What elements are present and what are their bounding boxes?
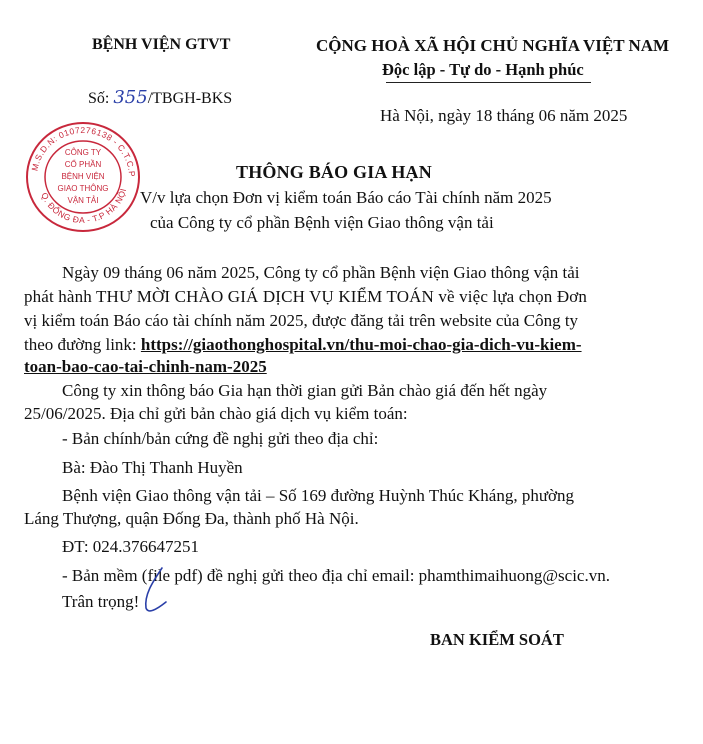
organization-name: BỆNH VIỆN GTVT bbox=[92, 36, 231, 53]
phone-number: ĐT: 024.376647251 bbox=[62, 537, 200, 556]
recipient-name: Bà: Đào Thị Thanh Huyền bbox=[62, 458, 243, 477]
paragraph-1-line-2: phát hành THƯ MỜI CHÀO GIÁ DỊCH VỤ KIỂM TOÁN về việc lựa chọn Đơn bbox=[24, 287, 588, 306]
website-link-part-1[interactable]: https://giaothonghospital.vn/thu-moi-chao-gia-dich-vu-kiem- bbox=[140, 335, 582, 354]
closing-greeting: Trân trọng! bbox=[62, 592, 140, 611]
subject-line-2: của Công ty cổ phần Bệnh viện Giao thông vận tải bbox=[150, 213, 494, 232]
subject-line-1: V/v lựa chọn Đơn vị kiểm toán Báo cáo Tài chính năm 2025 bbox=[140, 188, 552, 207]
place-and-date: Hà Nội, ngày 18 tháng 06 năm 2025 bbox=[380, 106, 628, 125]
paragraph-2-line-1: Công ty xin thông báo Gia hạn thời gian gửi Bản chào giá đến hết ngày bbox=[62, 381, 548, 400]
seal-line-4: GIAO THÔNG bbox=[57, 184, 109, 193]
paragraph-2-line-2: 25/06/2025. Địa chỉ gửi bản chào giá dịch vụ kiểm toán: bbox=[24, 404, 408, 423]
seal-line-3: BỆNH VIỆN bbox=[61, 172, 105, 181]
doc-number-prefix: Số: bbox=[88, 90, 110, 107]
address-line-1: Bệnh viện Giao thông vận tải – Số 169 đường Huỳnh Thúc Kháng, phường bbox=[62, 486, 575, 505]
paragraph-1-line-1: Ngày 09 tháng 06 năm 2025, Công ty cổ phần Bệnh viện Giao thông vận tải bbox=[62, 263, 580, 282]
seal-ring-text: M.S.D.N: 0107276138 - C.T.C.P bbox=[29, 125, 138, 178]
national-title: CỘNG HOÀ XÃ HỘI CHỦ NGHĨA VIỆT NAM bbox=[316, 36, 670, 55]
link-prefix: theo đường link: bbox=[24, 335, 137, 354]
paragraph-1-line-3: vị kiểm toán Báo cáo tài chính năm 2025, được đăng tải trên website của Công ty bbox=[24, 311, 579, 330]
company-seal bbox=[23, 119, 143, 234]
doc-number-suffix: /TBGH-BKS bbox=[147, 90, 233, 107]
hard-copy-instruction: - Bản chính/bản cứng đề nghị gửi theo địa chỉ: bbox=[62, 429, 379, 448]
paragraph-1-line-4 bbox=[24, 335, 582, 355]
address-line-2: Láng Thượng, quận Đống Đa, thành phố Hà Nội. bbox=[24, 509, 359, 528]
seal-line-5: VẬN TẢI bbox=[67, 196, 99, 205]
website-link-part-2[interactable]: toan-bao-cao-tai-chinh-nam-2025 bbox=[24, 357, 267, 376]
document-number bbox=[88, 87, 232, 108]
seal-line-2: CỔ PHẦN bbox=[64, 160, 102, 169]
seal-line-1: CÔNG TY bbox=[64, 148, 102, 157]
doc-number-handwritten: 355 bbox=[113, 87, 148, 108]
handwritten-mark bbox=[140, 566, 180, 616]
document-title: THÔNG BÁO GIA HẠN bbox=[236, 162, 432, 182]
national-motto: Độc lập - Tự do - Hạnh phúc bbox=[382, 60, 584, 79]
soft-copy-instruction: - Bản mềm (file pdf) đề nghị gửi theo địa chỉ email: phamthimaihuong@scic.vn. bbox=[62, 566, 610, 585]
signature-block-heading: BAN KIỂM SOÁT bbox=[430, 630, 564, 649]
seal-ring-bottom: Q. ĐỐNG ĐA - T.P HÀ NỘI bbox=[39, 187, 129, 226]
motto-underline bbox=[386, 82, 591, 83]
